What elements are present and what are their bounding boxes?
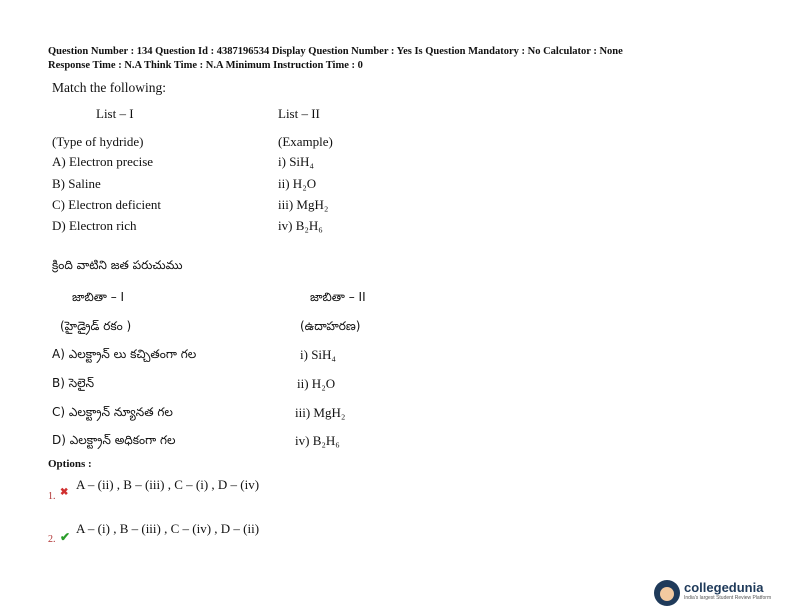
option-text[interactable]: A – (i) , B – (iii) , C – (iv) , D – (ii)	[76, 521, 260, 536]
telugu-list1-title: జాబితా – I	[72, 290, 125, 304]
english-list2-item: (Example)	[278, 134, 333, 149]
english-list2-item: iv) B₂H₆	[278, 218, 323, 233]
english-list2-item: ii) H₂O	[278, 176, 317, 191]
telugu-list2-item: iv) B₂H₆	[295, 433, 340, 448]
english-list2-item: iii) MgH₂	[278, 197, 329, 212]
english-list1-title: List – I	[96, 106, 134, 121]
option-number: 1.	[48, 491, 56, 502]
telugu-list2-title: జాబితా – II	[310, 290, 366, 304]
logo-tagline: India's largest Student Review Platform	[684, 595, 772, 601]
english-list1-item: D) Electron rich	[52, 218, 137, 233]
english-list1-item: (Type of hydride)	[52, 134, 144, 149]
telugu-list2-item: iii) MgH₂	[295, 405, 346, 420]
telugu-list1-item: B) సెలైన్	[52, 376, 95, 390]
collegedunia-logo	[654, 580, 784, 606]
telugu-list1-item: D) ఎలక్ట్రాన్ అధికంగా గల	[52, 433, 176, 447]
english-list2-item: i) SiH₄	[278, 154, 314, 169]
english-list1-item: A) Electron precise	[52, 154, 154, 169]
telugu-prompt: క్రింది వాటిని జత పరుచుము	[52, 258, 183, 272]
logo-name: collegedunia	[684, 580, 764, 595]
english-list2-title: List – II	[278, 106, 320, 121]
option-text[interactable]: A – (ii) , B – (iii) , C – (i) , D – (iv)	[76, 477, 260, 492]
telugu-list2-item: i) SiH₄	[300, 347, 336, 362]
mascot-icon	[654, 580, 680, 606]
option-number: 2.	[48, 534, 56, 545]
question-meta-line1: Question Number : 134 Question Id : 4387196534 Display Question Number : Yes Is Question Mandatory : No Calculator : None	[48, 46, 623, 57]
telugu-list1-item: (హైడ్రైడ్ రకం )	[60, 319, 132, 333]
english-list1-item: C) Electron deficient	[52, 197, 162, 212]
telugu-list1-item: C) ఎలక్ట్రాన్ న్యూనత గల	[52, 405, 173, 419]
check-icon: ✔	[60, 530, 71, 544]
cross-icon: ✖	[60, 487, 69, 498]
english-list1-item: B) Saline	[52, 176, 101, 191]
question-meta-line2: Response Time : N.A Think Time : N.A Minimum Instruction Time : 0	[48, 60, 363, 71]
english-prompt: Match the following:	[52, 80, 166, 95]
options-label: Options :	[48, 458, 92, 470]
telugu-list2-item: ii) H₂O	[297, 376, 336, 391]
telugu-list1-item: A) ఎలక్ట్రాన్ లు కచ్చితంగా గల	[52, 347, 197, 361]
telugu-list2-item: (ఉదాహరణ)	[300, 319, 361, 333]
